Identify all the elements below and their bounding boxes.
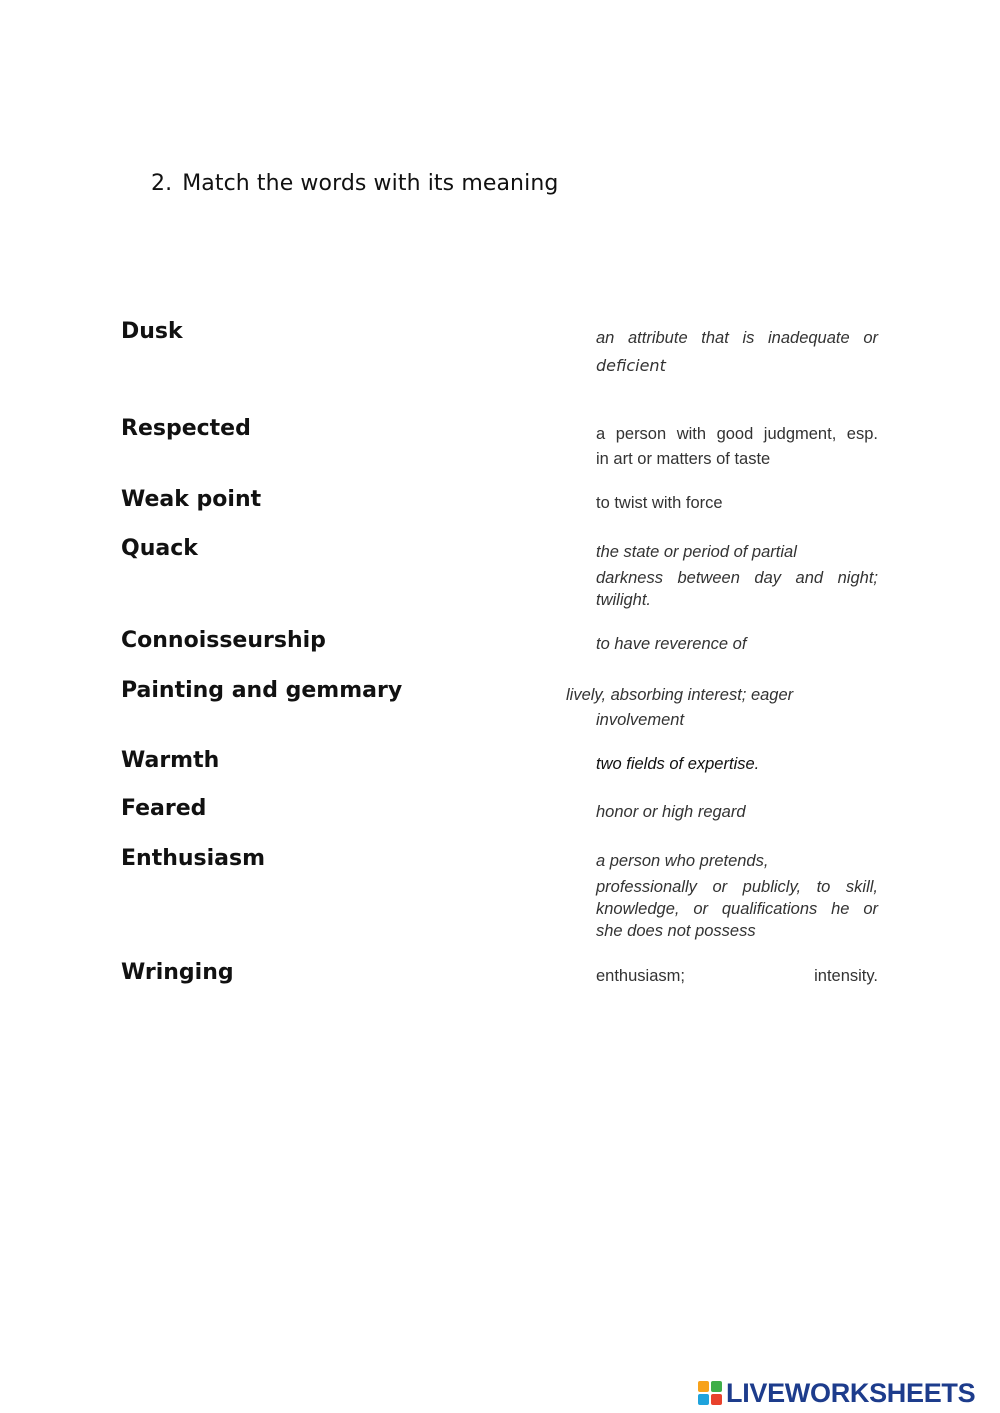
definition-line: an attribute that is inadequate or <box>596 329 878 347</box>
word-quack: Quack <box>121 536 198 561</box>
definition-line: professionally or publicly, to skill, <box>596 878 878 896</box>
definition-10 <box>596 965 878 987</box>
definition-line: two fields of expertise. <box>596 755 760 773</box>
definition-7 <box>596 753 878 775</box>
definition-line: twilight. <box>596 591 652 609</box>
definition-5 <box>596 633 878 655</box>
definition-9 <box>596 850 878 942</box>
definition-8 <box>596 801 878 823</box>
liveworksheets-logo-icon <box>698 1381 722 1405</box>
word-weak-point: Weak point <box>121 487 262 512</box>
definition-line: lively, absorbing interest; eager <box>566 686 794 704</box>
word-respected: Respected <box>121 416 251 441</box>
logo-square-green <box>711 1381 722 1392</box>
definition-2 <box>596 422 878 472</box>
definition-line: in art or matters of taste <box>596 450 771 468</box>
definition-word: intensity. <box>814 967 878 985</box>
logo-square-blue <box>698 1394 709 1405</box>
word-warmth: Warmth <box>121 748 220 773</box>
word-wringing: Wringing <box>121 960 234 985</box>
word-painting-and-gemmary: Painting and gemmary <box>121 678 403 703</box>
definition-line: involvement <box>596 711 685 729</box>
definition-4 <box>596 541 878 611</box>
definition-line: darkness between day and night; <box>596 569 878 587</box>
word-connoisseurship: Connoisseurship <box>121 628 326 653</box>
instruction-text: Match the words with its meaning <box>182 171 559 196</box>
word-dusk: Dusk <box>121 319 183 344</box>
definition-line: knowledge, or qualifications he or <box>596 900 878 918</box>
definition-6 <box>566 683 886 733</box>
definition-line: deficient <box>596 356 666 375</box>
definition-1 <box>596 324 878 380</box>
instruction <box>151 171 558 196</box>
definition-word: enthusiasm; <box>596 967 685 985</box>
liveworksheets-logo <box>698 1378 975 1408</box>
logo-square-orange <box>698 1381 709 1392</box>
word-enthusiasm: Enthusiasm <box>121 846 266 871</box>
definition-line: honor or high regard <box>596 803 746 821</box>
word-feared: Feared <box>121 796 207 821</box>
definition-line: she does not possess <box>596 922 756 940</box>
definition-line: a person who pretends, <box>596 852 769 870</box>
definition-line: a person with good judgment, esp. <box>596 425 878 443</box>
logo-text: LIVEWORKSHEETS <box>726 1377 976 1408</box>
definition-3 <box>596 492 878 514</box>
definition-line: the state or period of partial <box>596 543 797 561</box>
instruction-number: 2. <box>151 171 173 196</box>
definition-line: to have reverence of <box>596 635 747 653</box>
definition-line: to twist with force <box>596 494 723 512</box>
logo-square-red <box>711 1394 722 1405</box>
